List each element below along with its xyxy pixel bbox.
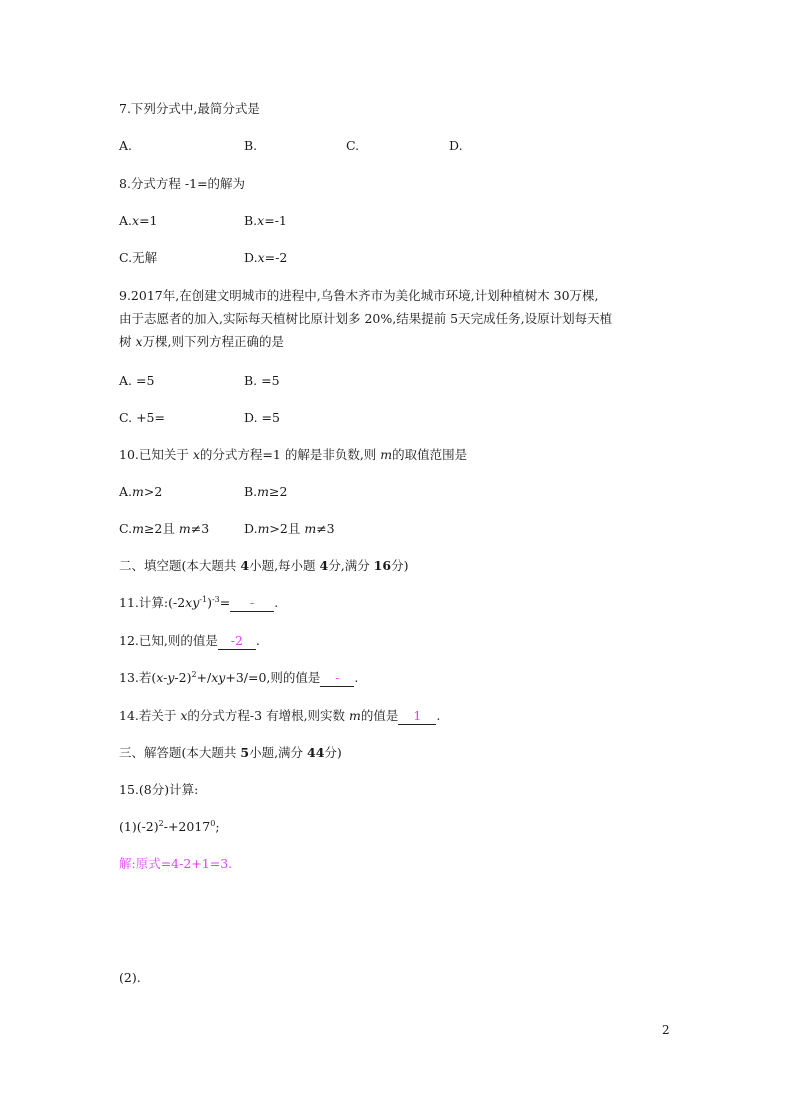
q11: 11.计算$:(-2xy^{-1})^{-3}=$ - .: [119, 594, 279, 610]
q8-option-b: B.x=-1: [244, 213, 287, 228]
q15-part1-solution: 解:原式=4-2+1=3.: [119, 856, 233, 871]
q7-option-d: D.: [449, 138, 463, 153]
section-fill-in-heading: 二、填空题(本大题共 4小题,每小题 4分,满分 16分): [119, 558, 409, 573]
q9-stem-line3: 树 x万棵,则下列方程正确的是: [119, 334, 285, 349]
q15-stem: 15.(8分)计算:: [119, 782, 199, 797]
q8-option-c: C.无解: [119, 250, 158, 265]
q8-stem: 8.分式方程 -1=的解为: [119, 176, 246, 191]
q9-option-d: D. =5: [244, 410, 280, 425]
q7-option-b: B.: [244, 138, 258, 153]
q10-option-b: B.m≥2: [244, 484, 288, 499]
q10-stem: 10.已知关于 x的分式方程=1 的解是非负数,则 m的取值范围是: [119, 447, 468, 462]
q9-stem-line2: 由于志愿者的加入,实际每天植树比原计划多 20%,结果提前 5天完成任务,设原计划每天植: [119, 311, 613, 326]
q13: 13.若$(x-y-2)^2+/xy+3/=0$,则的值是 - .: [119, 669, 359, 685]
page-number: 2: [662, 1023, 670, 1037]
q12: 12.已知,则的值是 -2 .: [119, 633, 260, 648]
q8-option-d: D.x=-2: [244, 250, 288, 265]
q11-answer: -: [230, 595, 274, 612]
q10-option-a: A.m>2: [119, 484, 163, 499]
q10-option-c: C.m≥2且 m≠3: [119, 521, 210, 536]
q12-answer: -2: [218, 633, 256, 650]
section-solve-heading: 三、解答题(本大题共 5小题,满分 44分): [119, 745, 342, 760]
q7-stem: 7.下列分式中,最简分式是: [119, 101, 260, 116]
q14-answer: 1: [398, 708, 436, 725]
q14: 14.若关于 x的分式方程-3 有增根,则实数 m的值是 1 .: [119, 708, 441, 723]
q9-stem-line1: 9.2017年,在创建文明城市的进程中,乌鲁木齐市为美化城市环境,计划种植树木 30万棵,: [119, 288, 599, 303]
q10-option-d: D.m>2且 m≠3: [244, 521, 335, 536]
q7-option-a: A.: [119, 138, 133, 153]
q9-option-b: B. =5: [244, 373, 280, 388]
q15-part2: (2).: [119, 970, 141, 985]
q9-option-a: A. =5: [119, 373, 155, 388]
q15-part1: $(1)(-2)^2-+2017^0$;: [119, 818, 220, 834]
q13-answer: -: [320, 670, 354, 687]
q7-option-c: C.: [346, 138, 360, 153]
q9-option-c: C. +5=: [119, 410, 165, 425]
q8-option-a: A.x=1: [119, 213, 158, 228]
